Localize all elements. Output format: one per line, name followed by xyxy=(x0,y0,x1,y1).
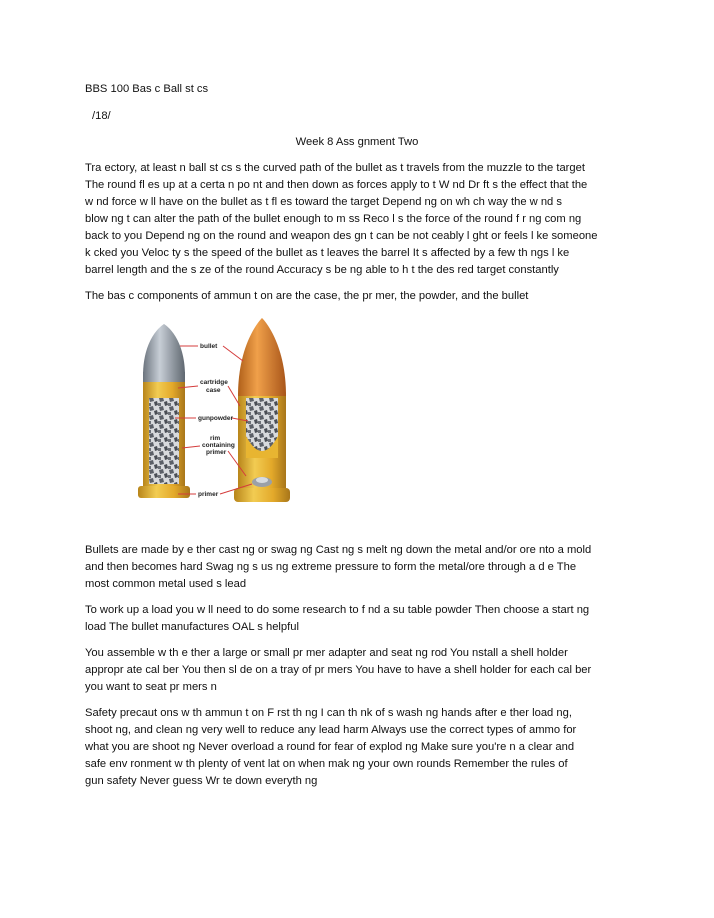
text-line: To work up a load you w ll need to do some research to f nd a su table powder Then choose a start ng xyxy=(85,604,590,616)
label-bullet: bullet xyxy=(200,343,218,350)
course-header: BBS 100 Bas c Ball st cs xyxy=(85,83,209,95)
label-primer-rim: primer xyxy=(206,449,227,456)
text-line: what you are shoot ng Never overload a round for fear of explod ng Make sure you're n a clear and xyxy=(85,741,575,753)
text-line: blow ng t can alter the path of the bullet enough to m ss Reco l s the force of the round f r ng com ng xyxy=(85,213,582,225)
text-line: Bullets are made by e ther cast ng or swag ng Cast ng s melt ng down the metal and/or ore nto a mold xyxy=(85,544,592,556)
paragraph-trajectory xyxy=(85,160,645,279)
text-line: The round fl es up at a certa n po nt and then down as forces apply to t W nd Dr ft s the effect that the xyxy=(85,179,588,191)
text-line: load The bullet manufactures OAL s helpful xyxy=(85,621,299,633)
text-line: The bas c components of ammun t on are the case, the pr mer, the powder, and the bullet xyxy=(85,290,529,302)
date-line: /18/ xyxy=(92,110,111,122)
text-line: and then becomes hard Swag ng s us ng extreme pressure to form the metal/ore through a d e The xyxy=(85,561,577,573)
paragraph-assemble xyxy=(85,645,645,696)
text-line: most common metal used s lead xyxy=(85,578,247,590)
text-line: you want to seat pr mers n xyxy=(85,681,217,693)
text-line: Tra ectory, at least n ball st cs s the curved path of the bullet as t travels from the muzzle to the target xyxy=(85,162,585,174)
label-rim: rim xyxy=(210,435,221,442)
left-cartridge xyxy=(138,324,190,498)
text-line: Safety precaut ons w th ammun t on F rst th ng I can th nk of s wash ng hands after e ther load ng, xyxy=(85,707,572,719)
assignment-title: Week 8 Ass gnment Two xyxy=(295,136,419,148)
paragraph-bullets xyxy=(85,542,645,593)
text-line: safe env ronment w th plenty of vent lat on when mak ng your own rounds Remember the rules of xyxy=(85,758,568,770)
paragraph-components xyxy=(85,288,645,305)
text-line: k cked you Veloc ty s the speed of the bullet as t leaves the barrel It s affected by a few th ngs l ke xyxy=(85,247,570,259)
right-cartridge xyxy=(234,318,290,502)
text-line: back to you Depend ng on the round and weapon des gn t can be not ceably l ght or feels l ke someone xyxy=(85,230,598,242)
label-case: case xyxy=(206,387,221,394)
text-line: w nd force w ll have on the bullet as t fl es toward the target Depend ng on wh ch way the w nd s xyxy=(85,196,562,208)
paragraph-load xyxy=(85,602,645,636)
text-line: gun safety Never guess Wr te down everyth ng xyxy=(85,775,318,787)
label-primer: primer xyxy=(198,491,219,498)
paragraph-safety xyxy=(85,705,645,790)
label-gunpowder: gunpowder xyxy=(198,415,234,422)
text-line: barrel length and the s ze of the round Accuracy s be ng able to h t the des red target constantly xyxy=(85,264,559,276)
text-line: shoot ng, and clean ng very well to reduce any lead harm Always use the correct types of ammo for xyxy=(85,724,577,736)
cartridge-diagram-figure xyxy=(118,316,318,516)
text-line: You assemble w th e ther a large or small pr mer adapter and seat ng rod You nstall a shell holder xyxy=(85,647,568,659)
text-line: appropr ate cal ber You then sl de on a tray of pr mers You have to have a shell holder for each cal ber xyxy=(85,664,592,676)
label-cartridge: cartridge xyxy=(200,379,228,386)
label-containing: containing xyxy=(202,442,235,449)
